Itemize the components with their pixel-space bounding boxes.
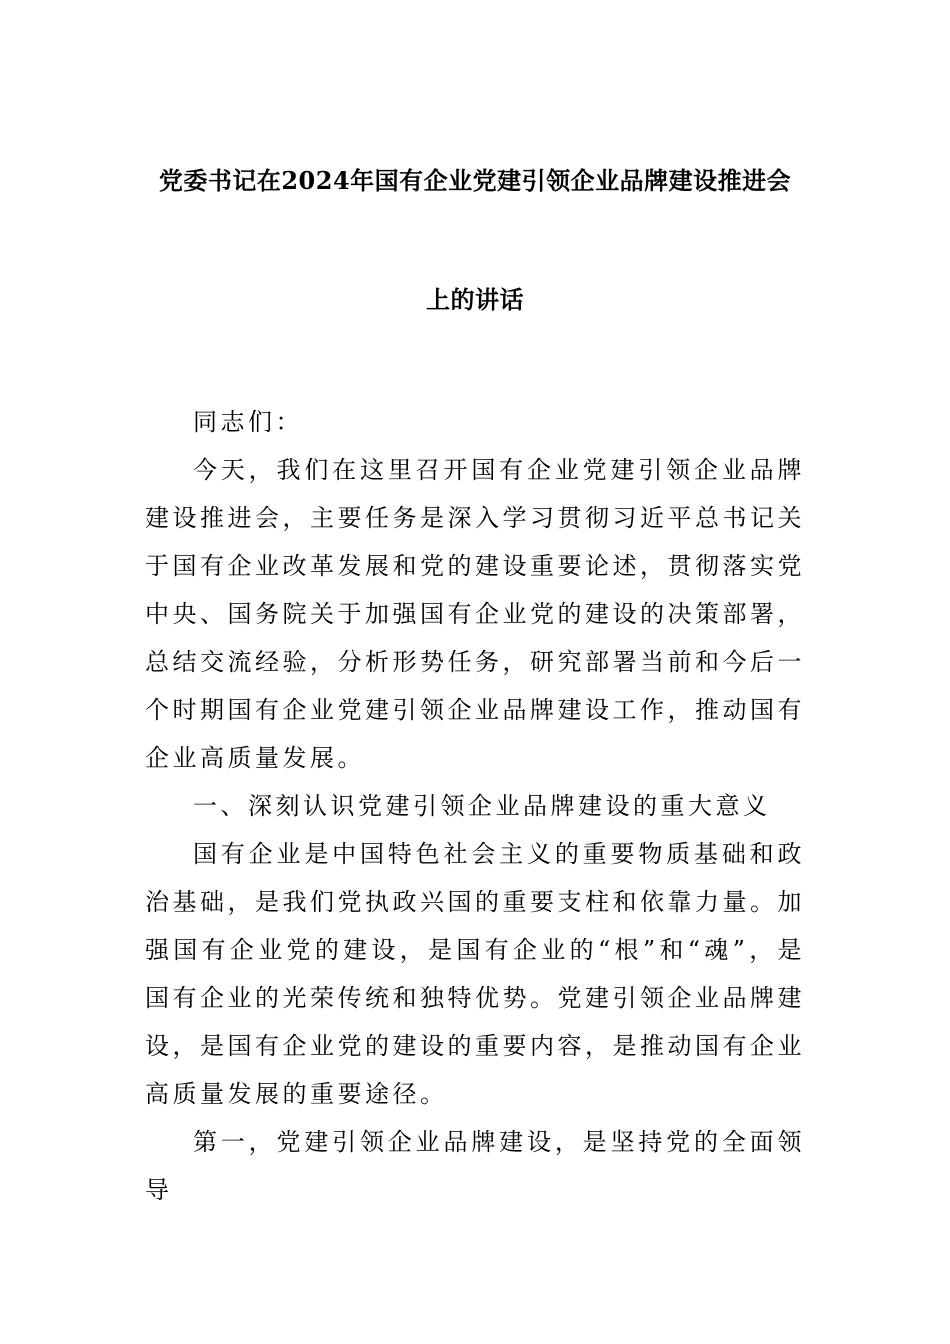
- paragraph-first-point: 第一，党建引领企业品牌建设，是坚持党的全面领导: [145, 1128, 805, 1204]
- document-title-line-2: 上的讲话: [426, 285, 524, 314]
- paragraph-significance: 国有企业是中国特色社会主义的重要物质基础和政治基础，是我们党执政兴国的重要支柱和依靠力量。加强国有企业党的建设，是国有企业的“根”和“魂”，是国有企业的光荣传统和独特优势。党建引领企业品牌建设，是国有企业党的建设的重要内容，是推动国有企业高质量发展的重要途径。: [145, 840, 805, 1108]
- section-heading-1: 一、深刻认识党建引领企业品牌建设的重大意义: [193, 792, 771, 820]
- paragraph-intro: 今天，我们在这里召开国有企业党建引领企业品牌建设推进会，主要任务是深入学习贯彻习近平总书记关于国有企业改革发展和党的建设重要论述，贯彻落实党中央、国务院关于加强国有企业党的建设的决策部署，总结交流经验，分析形势任务，研究部署当前和今后一个时期国有企业党建引领企业品牌建设工作，推动国有企业高质量发展。: [145, 456, 805, 772]
- salutation: 同志们：: [193, 408, 303, 436]
- document-title-line-1: 党委书记在2024年国有企业党建引领企业品牌建设推进会: [158, 166, 792, 195]
- document-body: [145, 398, 805, 1214]
